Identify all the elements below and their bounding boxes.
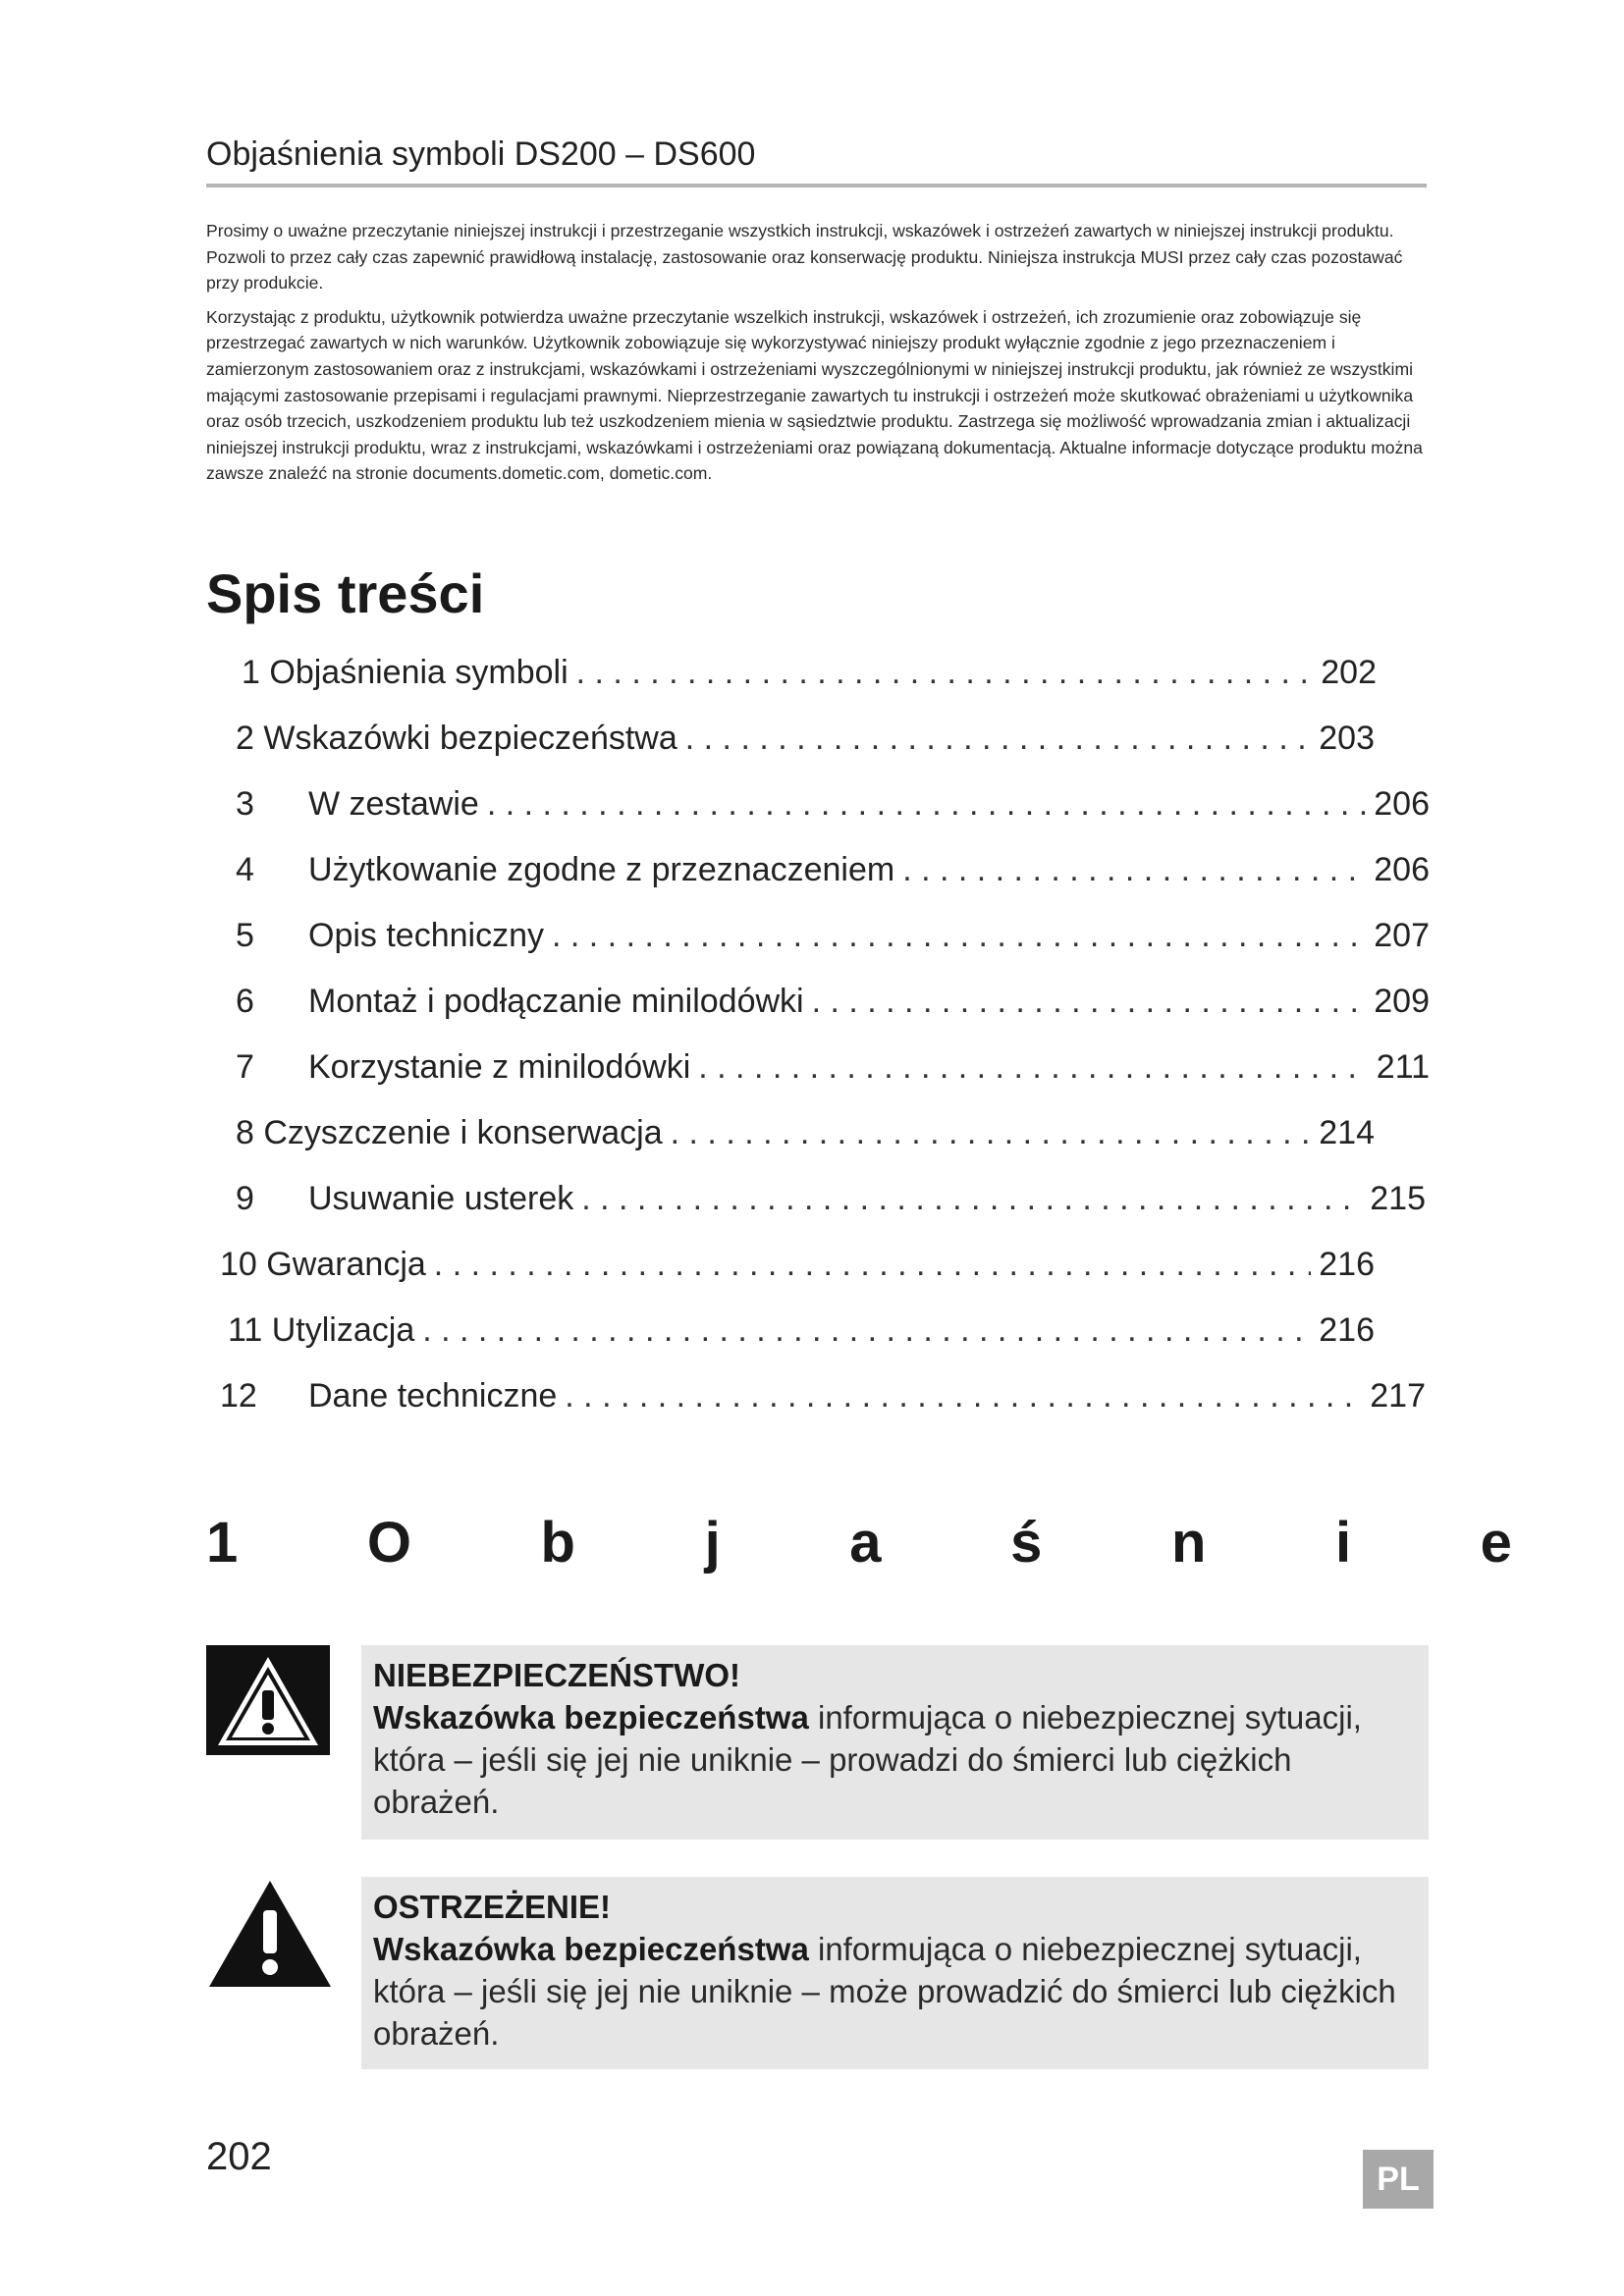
toc-item-number: 6	[236, 983, 254, 1020]
toc-item-page: 203	[1319, 720, 1375, 757]
chapter-heading-char: n	[1170, 1511, 1207, 1575]
toc-item-page: 202	[1321, 654, 1377, 691]
toc-item-page: 209	[1374, 983, 1430, 1020]
warning-notice-text	[373, 1928, 1417, 2055]
toc-item-utylizacja[interactable]	[228, 1311, 1375, 1364]
toc-item-page: 216	[1319, 1246, 1375, 1283]
warning-notice-title: OSTRZEŻENIE!	[373, 1889, 612, 1925]
toc-item-number: 11	[228, 1311, 263, 1349]
toc-item-label: Opis techniczny	[308, 917, 544, 954]
toc-item-page: 206	[1374, 851, 1430, 888]
warning-notice-lead: Wskazówka bezpieczeństwa	[373, 1931, 809, 1967]
toc-item-page: 207	[1374, 917, 1430, 954]
toc-item-page: 216	[1319, 1311, 1375, 1349]
toc-item-label: Gwarancja	[266, 1246, 426, 1283]
danger-notice	[206, 1645, 1429, 1840]
warning-notice-box	[361, 1877, 1429, 2069]
intro-paragraph-1: Prosimy o uważne przeczytanie niniejszej instrukcji i przestrzeganie wszystkich instrukcji, wskazówek i ostrzeżeń zawartych w niniejszej instrukcji produktu. Pozwoli to przez cały czas zapewnić prawidłową instalację, zastosowanie oraz konserwację produktu. Niniejsza instrukcja MUSI przez cały czas pozostawać przy produkcie.	[206, 221, 1403, 294]
toc-item-page: 211	[1376, 1048, 1430, 1086]
language-badge: PL	[1363, 2150, 1434, 2209]
intro-paragraph-2: Korzystając z produktu, użytkownik potwierdza uważne przeczytanie wszelkich instrukcji, wskazówek i ostrzeżeń, ich zrozumienie oraz zobowiązuje się przestrzegać zawartych w nich warunków. Użytkownik zobowiązuje się wykorzystywać niniejszy produkt wyłącznie zgodnie z jego przeznaczeniem i zamierzonym zastosowaniem oraz z instrukcjami, wskazówkami i ostrzeżeniami wyszczególnionymi w niniejszej instrukcji produktu, jak również ze wszystkimi mającymi zastosowanie przepisami i regulacjami prawnymi. Nieprzestrzeganie zawartych tu instrukcji i ostrzeżeń może skutkować obrażeniami u użytkownika oraz osób trzecich, uszkodzeniem produktu lub też uszkodzeniem mienia w sąsiedztwie produktu. Zastrzega się możliwość wprowadzania zmian i aktualizacji niniejszej instrukcji produktu, wraz z instrukcjami, wskazówkami i ostrzeżeniami oraz powiązaną dokumentacją. Aktualne informacje dotyczące produktu można zawsze znaleźć na stronie documents.dometic.com, dometic.com.	[206, 306, 1423, 484]
danger-notice-lead: Wskazówka bezpieczeństwa	[373, 1699, 809, 1735]
toc-item-number: 1	[242, 654, 260, 691]
toc-item-label: Dane techniczne	[308, 1377, 558, 1415]
toc-item-page: 214	[1319, 1114, 1375, 1151]
warning-triangle-icon	[206, 1877, 334, 1991]
toc-item-dane-techniczne[interactable]	[220, 1377, 1426, 1430]
toc-item-label: Montaż i podłączanie minilodówki	[308, 983, 804, 1020]
toc-item-uzytkowanie[interactable]	[236, 851, 1430, 904]
danger-notice-box	[361, 1645, 1429, 1840]
toc-item-gwarancja[interactable]	[220, 1246, 1375, 1299]
warning-notice	[206, 1877, 1429, 2069]
chapter-heading-char: i	[1334, 1511, 1352, 1575]
toc-item-label: Użytkowanie zgodne z przeznaczeniem	[308, 851, 895, 888]
toc-item-number: 9	[236, 1180, 254, 1217]
chapter-heading-char: ś	[1010, 1511, 1043, 1575]
chapter-heading-char: 1	[206, 1511, 239, 1575]
toc-item-label: Utylizacja	[271, 1311, 415, 1349]
chapter-heading-char: O	[366, 1511, 411, 1575]
danger-notice-text	[373, 1696, 1417, 1823]
toc-item-label: Wskazówki bezpieczeństwa	[263, 720, 677, 757]
toc-item-number: 8	[236, 1114, 254, 1151]
toc-item-label: Czyszczenie i konserwacja	[263, 1114, 663, 1151]
chapter-heading-char: j	[704, 1511, 721, 1575]
toc-item-opis-techniczny[interactable]	[236, 917, 1430, 970]
toc-item-page: 215	[1370, 1180, 1426, 1217]
chapter-heading	[206, 1510, 1512, 1575]
toc-item-number: 2	[236, 720, 254, 757]
chapter-heading-char: a	[849, 1511, 882, 1575]
toc-item-label: Objaśnienia symboli	[269, 654, 568, 691]
toc-item-w-zestawie[interactable]	[236, 785, 1430, 838]
toc-item-page: 217	[1370, 1377, 1426, 1415]
chapter-heading-char: b	[540, 1511, 575, 1575]
toc-item-number: 4	[236, 851, 254, 888]
toc-item-number: 12	[220, 1377, 257, 1415]
page-number: 202	[206, 2135, 272, 2178]
toc-item-label: Korzystanie z minilodówki	[308, 1048, 691, 1086]
danger-notice-body: informująca o niebezpiecznej sytuacji, która – jeśli się jej nie uniknie – prowadzi do śmierci lub ciężkich obrażeń.	[373, 1699, 1362, 1820]
toc-item-czyszczenie[interactable]	[236, 1114, 1375, 1167]
toc-item-number: 5	[236, 917, 254, 954]
warning-square-icon	[206, 1645, 330, 1755]
toc-item-label: Usuwanie usterek	[308, 1180, 574, 1217]
warning-notice-body: informująca o niebezpiecznej sytuacji, która – jeśli się jej nie uniknie – może prowadzić do śmierci lub ciężkich obrażeń.	[373, 1931, 1396, 2052]
toc-item-objasnienia-symboli[interactable]	[242, 654, 1377, 707]
toc-item-number: 3	[236, 785, 254, 823]
intro-text	[206, 218, 1429, 495]
danger-notice-title: NIEBEZPIECZEŃSTWO!	[373, 1657, 741, 1693]
toc-item-number: 10	[220, 1246, 257, 1283]
page-header-title: Objaśnienia symboli DS200 – DS600	[206, 135, 1427, 187]
toc-item-label: W zestawie	[308, 785, 479, 823]
toc-item-montaz[interactable]	[236, 983, 1430, 1036]
toc-title: Spis treści	[206, 562, 485, 624]
toc-item-page: 206	[1374, 785, 1430, 823]
toc-item-usuwanie-usterek[interactable]	[236, 1180, 1426, 1233]
chapter-heading-char: e	[1480, 1511, 1512, 1575]
toc-item-number: 7	[236, 1048, 254, 1086]
toc-item-korzystanie[interactable]	[236, 1048, 1430, 1101]
toc-item-wskazowki-bezpieczenstwa[interactable]	[236, 720, 1375, 773]
